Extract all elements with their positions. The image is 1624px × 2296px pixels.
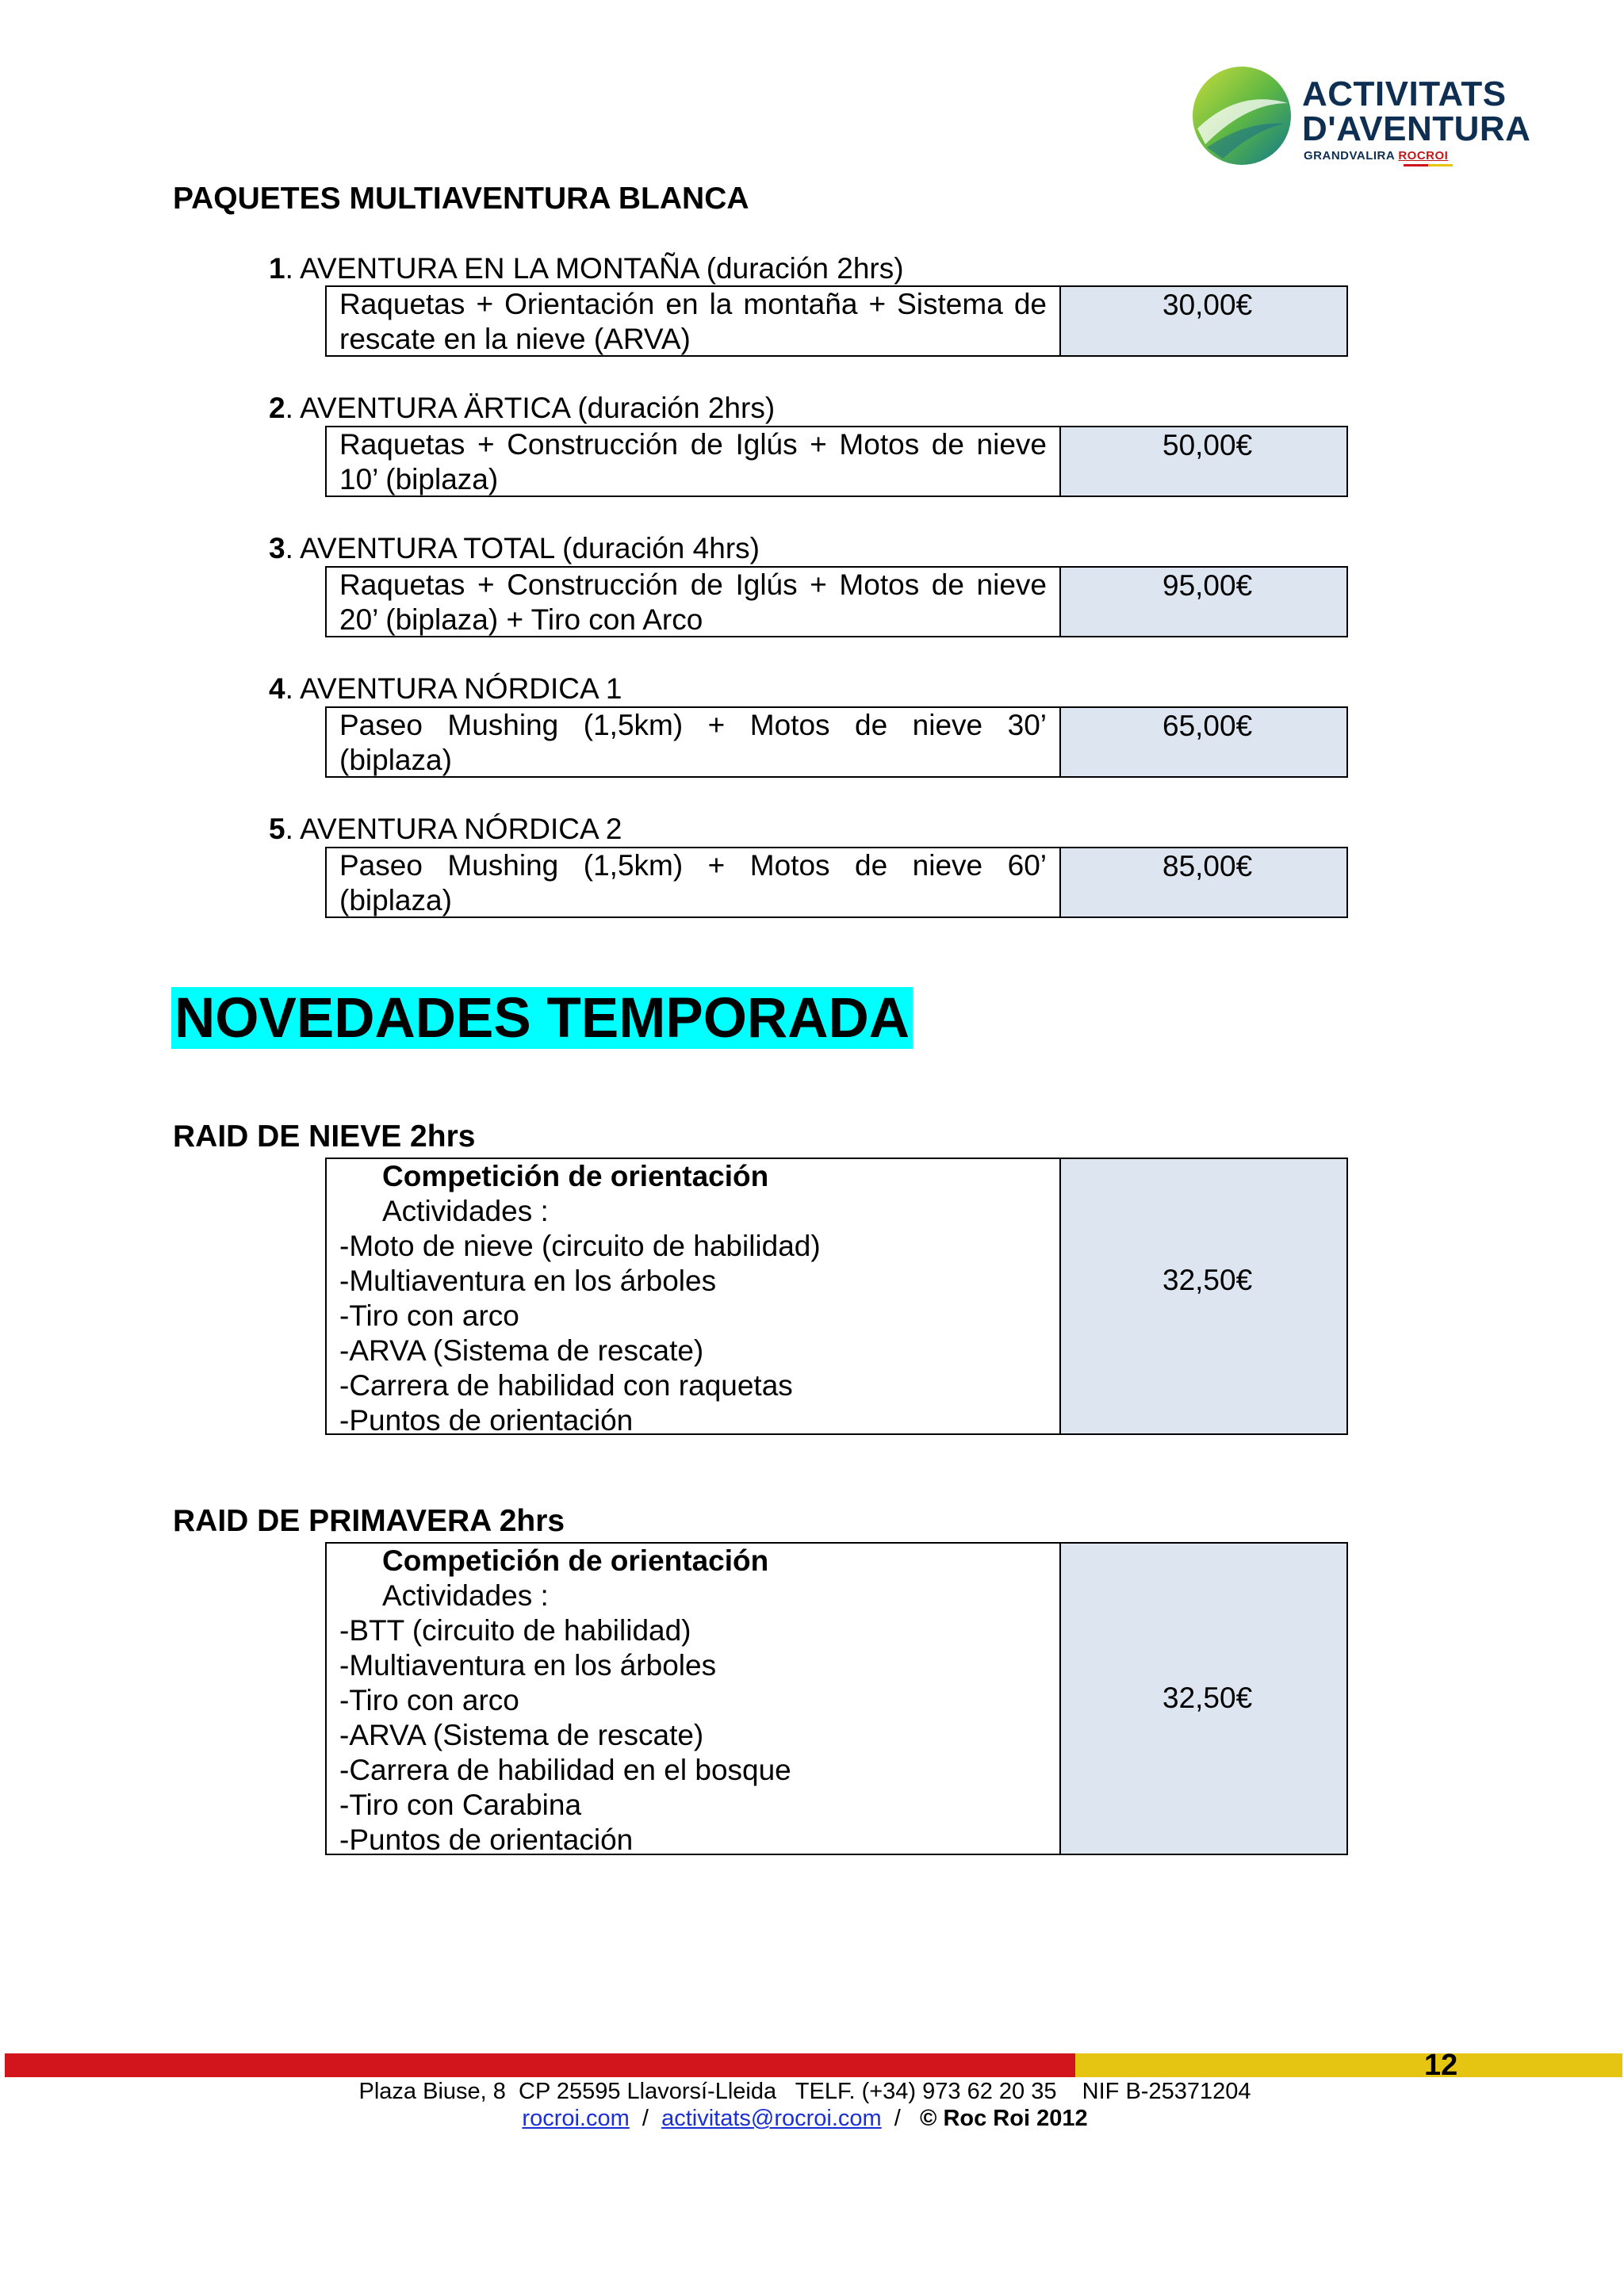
package-description: Raquetas + Construcción de Iglús + Motos de nieve 10’ (biplaza) — [327, 427, 1061, 496]
novedades-heading: NOVEDADES TEMPORADA — [171, 987, 913, 1049]
package-price-cell — [1061, 708, 1346, 776]
raid-activities-label: Actividades : — [382, 1579, 549, 1612]
raid-box — [325, 1542, 1348, 1855]
raid-heading: Competición de orientación — [382, 1160, 769, 1192]
raid-price-cell — [1061, 1544, 1346, 1854]
raid-activity: -Puntos de orientación — [339, 1404, 634, 1437]
package-box — [325, 285, 1348, 357]
package-price-cell — [1061, 287, 1346, 355]
package-price-cell — [1061, 568, 1346, 636]
footer-links: rocroi.com / activitats@rocroi.com / © Roc Roi 2012 — [522, 2106, 1088, 2131]
company-logo — [1191, 62, 1531, 173]
package-price: 85,00€ — [1162, 850, 1253, 882]
raid-activity: -ARVA (Sistema de rescate) — [339, 1334, 704, 1367]
raid-activity: -Moto de nieve (circuito de habilidad) — [339, 1230, 821, 1262]
raid-price: 32,50€ — [1162, 1264, 1253, 1296]
raid-activity: -ARVA (Sistema de rescate) — [339, 1719, 704, 1751]
raid-activity: -Multiaventura en los árboles — [339, 1649, 717, 1682]
email-link[interactable]: activitats@rocroi.com — [661, 2106, 882, 2131]
page-number: 12 — [1424, 2049, 1458, 2082]
raid-activity: -Tiro con arco — [339, 1299, 519, 1332]
package-box — [325, 426, 1348, 497]
copyright: © Roc Roi 2012 — [920, 2106, 1088, 2131]
raid-activity: -BTT (circuito de habilidad) — [339, 1614, 691, 1647]
section-title-packages: PAQUETES MULTIAVENTURA BLANCA — [173, 182, 749, 216]
package-title: 3. AVENTURA TOTAL (duración 4hrs) — [269, 532, 760, 564]
raid-activity: -Tiro con arco — [339, 1684, 519, 1716]
package-title: 1. AVENTURA EN LA MONTAÑA (duración 2hrs) — [269, 252, 904, 285]
footer-bar-red — [5, 2053, 1075, 2077]
package-title: 2. AVENTURA ÄRTICA (duración 2hrs) — [269, 392, 776, 424]
raid-description — [327, 1544, 1061, 1854]
package-price-cell — [1061, 848, 1346, 916]
raid-activity: -Carrera de habilidad con raquetas — [339, 1369, 793, 1402]
package-description: Paseo Mushing (1,5km) + Motos de nieve 60’ (biplaza) — [327, 848, 1061, 916]
raid-activity: -Puntos de orientación — [339, 1823, 634, 1856]
package-price: 65,00€ — [1162, 710, 1253, 742]
package-description: Raquetas + Construcción de Iglús + Motos de nieve 20’ (biplaza) + Tiro con Arco — [327, 568, 1061, 636]
raid-title: RAID DE PRIMAVERA 2hrs — [173, 1504, 565, 1538]
raid-title: RAID DE NIEVE 2hrs — [173, 1119, 476, 1154]
raid-price-cell — [1061, 1159, 1346, 1433]
package-price: 50,00€ — [1162, 429, 1253, 461]
raid-price: 32,50€ — [1162, 1682, 1253, 1714]
footer-bar-yellow — [1075, 2053, 1622, 2077]
package-box — [325, 706, 1348, 778]
logo-globe-icon — [1191, 65, 1293, 166]
package-box — [325, 566, 1348, 637]
package-price: 30,00€ — [1162, 289, 1253, 321]
raid-activities-label: Actividades : — [382, 1195, 549, 1227]
logo-text-line3: GRANDVALIRA ROCROI — [1304, 149, 1449, 163]
logo-text-line2: D'AVENTURA — [1302, 109, 1531, 148]
package-price-cell — [1061, 427, 1346, 496]
raid-box — [325, 1158, 1348, 1435]
package-title: 5. AVENTURA NÓRDICA 2 — [269, 813, 622, 845]
raid-activity: -Multiaventura en los árboles — [339, 1265, 717, 1297]
package-description: Raquetas + Orientación en la montaña + Sistema de rescate en la nieve (ARVA) — [327, 287, 1061, 355]
package-description: Paseo Mushing (1,5km) + Motos de nieve 30’ (biplaza) — [327, 708, 1061, 776]
logo-stripe — [1404, 164, 1453, 166]
logo-text-line1: ACTIVITATS — [1302, 75, 1507, 113]
website-link[interactable]: rocroi.com — [522, 2106, 630, 2131]
package-box — [325, 847, 1348, 918]
raid-activity: -Tiro con Carabina — [339, 1789, 582, 1821]
package-title: 4. AVENTURA NÓRDICA 1 — [269, 672, 622, 705]
raid-description — [327, 1159, 1061, 1437]
package-price: 95,00€ — [1162, 569, 1253, 602]
footer-address: Plaza Biuse, 8 CP 25595 Llavorsí-Lleida TELF. (+34) 973 62 20 35 NIF B-25371204 — [358, 2079, 1251, 2104]
raid-activity: -Carrera de habilidad en el bosque — [339, 1754, 791, 1786]
raid-heading: Competición de orientación — [382, 1544, 769, 1577]
